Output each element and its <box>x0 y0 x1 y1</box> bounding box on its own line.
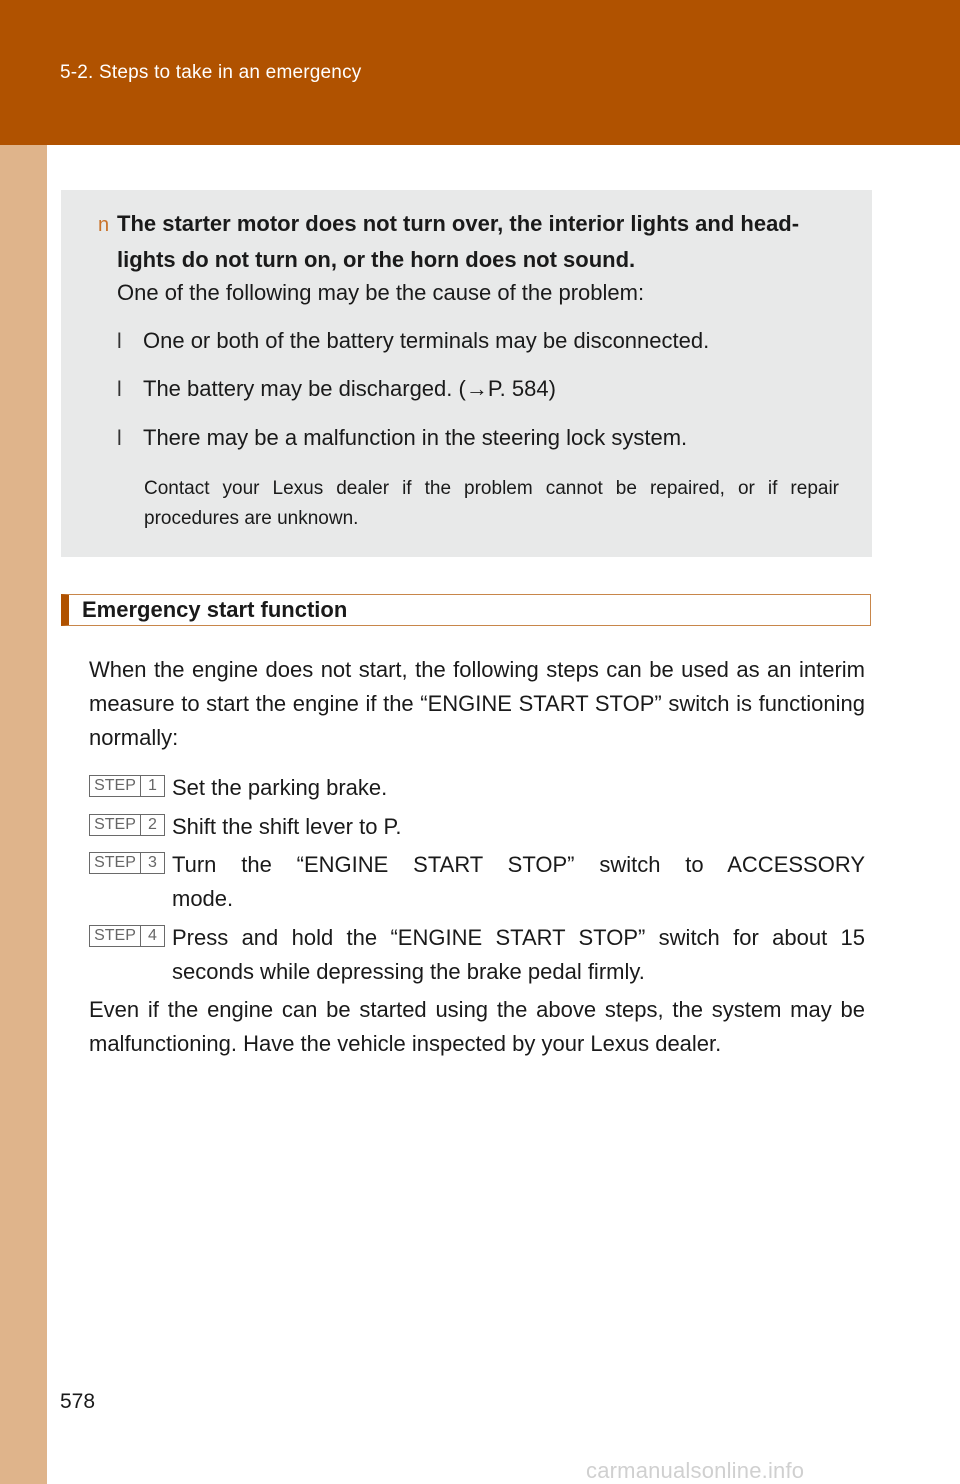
step-label: STEP <box>90 776 141 796</box>
note-marker-icon: n <box>98 214 110 236</box>
step-text-continued: seconds while depressing the brake pedal firmly. <box>172 959 645 984</box>
step-label: STEP <box>90 853 141 873</box>
note-bullet-item <box>117 376 556 402</box>
step-number: 3 <box>148 854 157 871</box>
note-small-text: Contact your Lexus dealer if the problem cannot be repaired, or if repair procedures are unknown. <box>144 478 839 529</box>
step-number: 2 <box>148 816 157 833</box>
note-bullet-item <box>117 425 687 451</box>
note-heading-line2: lights do not turn on, or the horn does not sound. <box>117 247 636 272</box>
step-number: 4 <box>148 927 157 944</box>
section-intro-paragraph: When the engine does not start, the following steps can be used as an interim measure to start the engine if the “ENGINE START STOP” switch is functioning normally: <box>89 657 865 750</box>
note-heading <box>117 206 847 278</box>
section-heading: Emergency start function <box>82 597 348 622</box>
page-number: 578 <box>60 1390 96 1413</box>
note-box <box>61 190 872 557</box>
left-margin-strip <box>0 0 47 1484</box>
step-text: Turn the “ENGINE START STOP” switch to ACCESSORY <box>172 852 865 877</box>
step-text: Press and hold the “ENGINE START STOP” switch for about 15 <box>172 925 865 950</box>
step-badge <box>89 852 165 874</box>
step-label: STEP <box>90 815 141 835</box>
section-heading-bar <box>61 594 871 626</box>
step-text: Shift the shift lever to P. <box>172 814 402 839</box>
bullet-icon: l <box>117 427 122 450</box>
watermark: carmanualsonline.info <box>586 1458 805 1483</box>
step-badge <box>89 775 165 797</box>
note-bullet-text: The battery may be discharged. (→P. 584) <box>143 376 556 401</box>
step-number: 1 <box>148 777 157 794</box>
closing-paragraph: Even if the engine can be started using the above steps, the system may be malfunctioning. Have the vehicle inspected by your Lexus dealer. <box>89 997 865 1056</box>
step-label: STEP <box>90 926 141 946</box>
step-badge <box>89 925 165 947</box>
note-heading-line1: The starter motor does not turn over, the interior lights and head- <box>117 211 800 236</box>
step-badge <box>89 814 165 836</box>
step-text-continued: mode. <box>172 886 234 911</box>
note-bullet-text: One or both of the battery terminals may be disconnected. <box>143 328 710 353</box>
page-header <box>0 0 960 145</box>
note-intro: One of the following may be the cause of the problem: <box>117 280 645 305</box>
bullet-icon: l <box>117 330 122 353</box>
note-bullet-text: There may be a malfunction in the steering lock system. <box>143 425 688 450</box>
step-text: Set the parking brake. <box>172 775 388 800</box>
bullet-icon: l <box>117 378 122 401</box>
section-title: 5-2. Steps to take in an emergency <box>60 62 362 83</box>
note-bullet-item <box>117 328 709 354</box>
